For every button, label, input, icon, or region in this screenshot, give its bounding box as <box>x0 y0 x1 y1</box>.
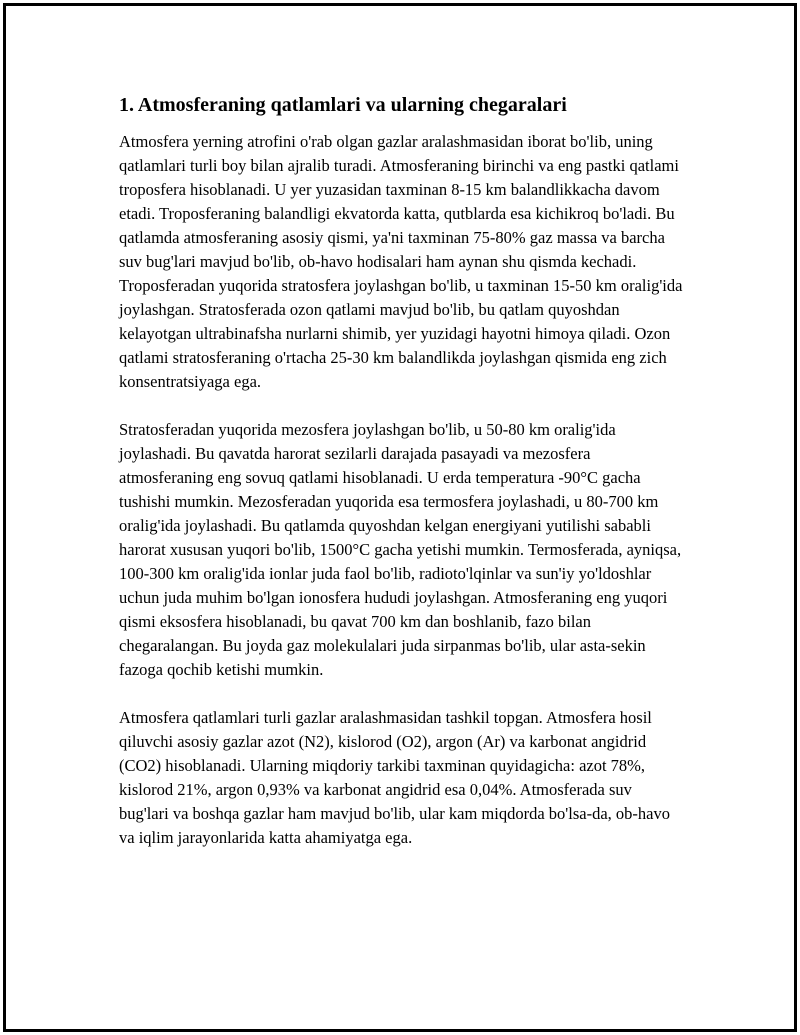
paragraph-mesosphere-thermosphere: Stratosferadan yuqorida mezosfera joylashgan bo'lib, u 50-80 km oralig'ida joylashadi. Bu qavatda harorat sezilarli darajada pasayadi va mezosfera atmosferaning eng sovuq qatlami hisoblanadi. U erda temperatura -90°C gacha tushishi mumkin. Mezosferadan yuqorida esa termosfera joylashadi, u 80-700 km oralig'ida joylashadi. Bu qatlamda quyoshdan kelgan energiyani yutilishi sababli harorat xususan yuqori bo'lib, 1500°C gacha yetishi mumkin. Termosferada, ayniqsa, 100-300 km oralig'ida ionlar juda faol bo'lib, radioto'lqinlar va sun'iy yo'ldoshlar uchun juda muhim bo'lgan ionosfera hududi joylashgan. Atmosferaning eng yuqori qismi eksosfera hisoblanadi, bu qavat 700 km dan boshlanib, fazo bilan chegaralangan. Bu joyda gaz molekulalari juda sirpanmas bo'lib, ular asta-sekin fazoga qochib ketishi mumkin. <box>119 420 682 679</box>
paragraph-gas-composition: Atmosfera qatlamlari turli gazlar aralashmasidan tashkil topgan. Atmosfera hosil qiluvchi asosiy gazlar azot (N2), kislorod (O2), argon (Ar) va karbonat angidrid (CO2) hisoblanadi. Ularning miqdoriy tarkibi taxminan quyidagicha: azot 78%, kislorod 21%, argon 0,93% va karbonat angidrid esa 0,04%. Atmosferada suv bug'lari va boshqa gazlar ham mavjud bo'lib, ular kam miqdorda bo'lsa-da, ob-havo va iqlim jarayonlarida katta ahamiyatga ega. <box>119 708 670 847</box>
document-body <box>119 92 683 874</box>
section-heading: 1. Atmosferaning qatlamlari va ularning chegaralari <box>119 94 567 116</box>
paragraph-troposphere-stratosphere: Atmosfera yerning atrofini o'rab olgan gazlar aralashmasidan iborat bo'lib, uning qatlamlari turli boy bilan ajralib turadi. Atmosferaning birinchi va eng pastki qatlami troposfera hisoblanadi. U yer yuzasidan taxminan 8-15 km balandlikkacha davom etadi. Troposferaning balandligi ekvatorda katta, qutblarda esa kichikroq bo'ladi. Bu qatlamda atmosferaning asosiy qismi, ya'ni taxminan 75-80% gaz massa va barcha suv bug'lari mavjud bo'lib, ob-havo hodisalari ham aynan shu qismda kechadi. Troposferadan yuqorida stratosfera joylashgan bo'lib, u taxminan 15-50 km oralig'ida joylashgan. Stratosferada ozon qatlami mavjud bo'lib, bu qatlam quyoshdan kelayotgan ultrabinafsha nurlarni shimib, yer yuzidagi hayotni himoya qiladi. Ozon qatlami stratosferaning o'rtacha 25-30 km balandlikda joylashgan qismida eng zich konsentratsiyaga ega. <box>119 132 683 391</box>
